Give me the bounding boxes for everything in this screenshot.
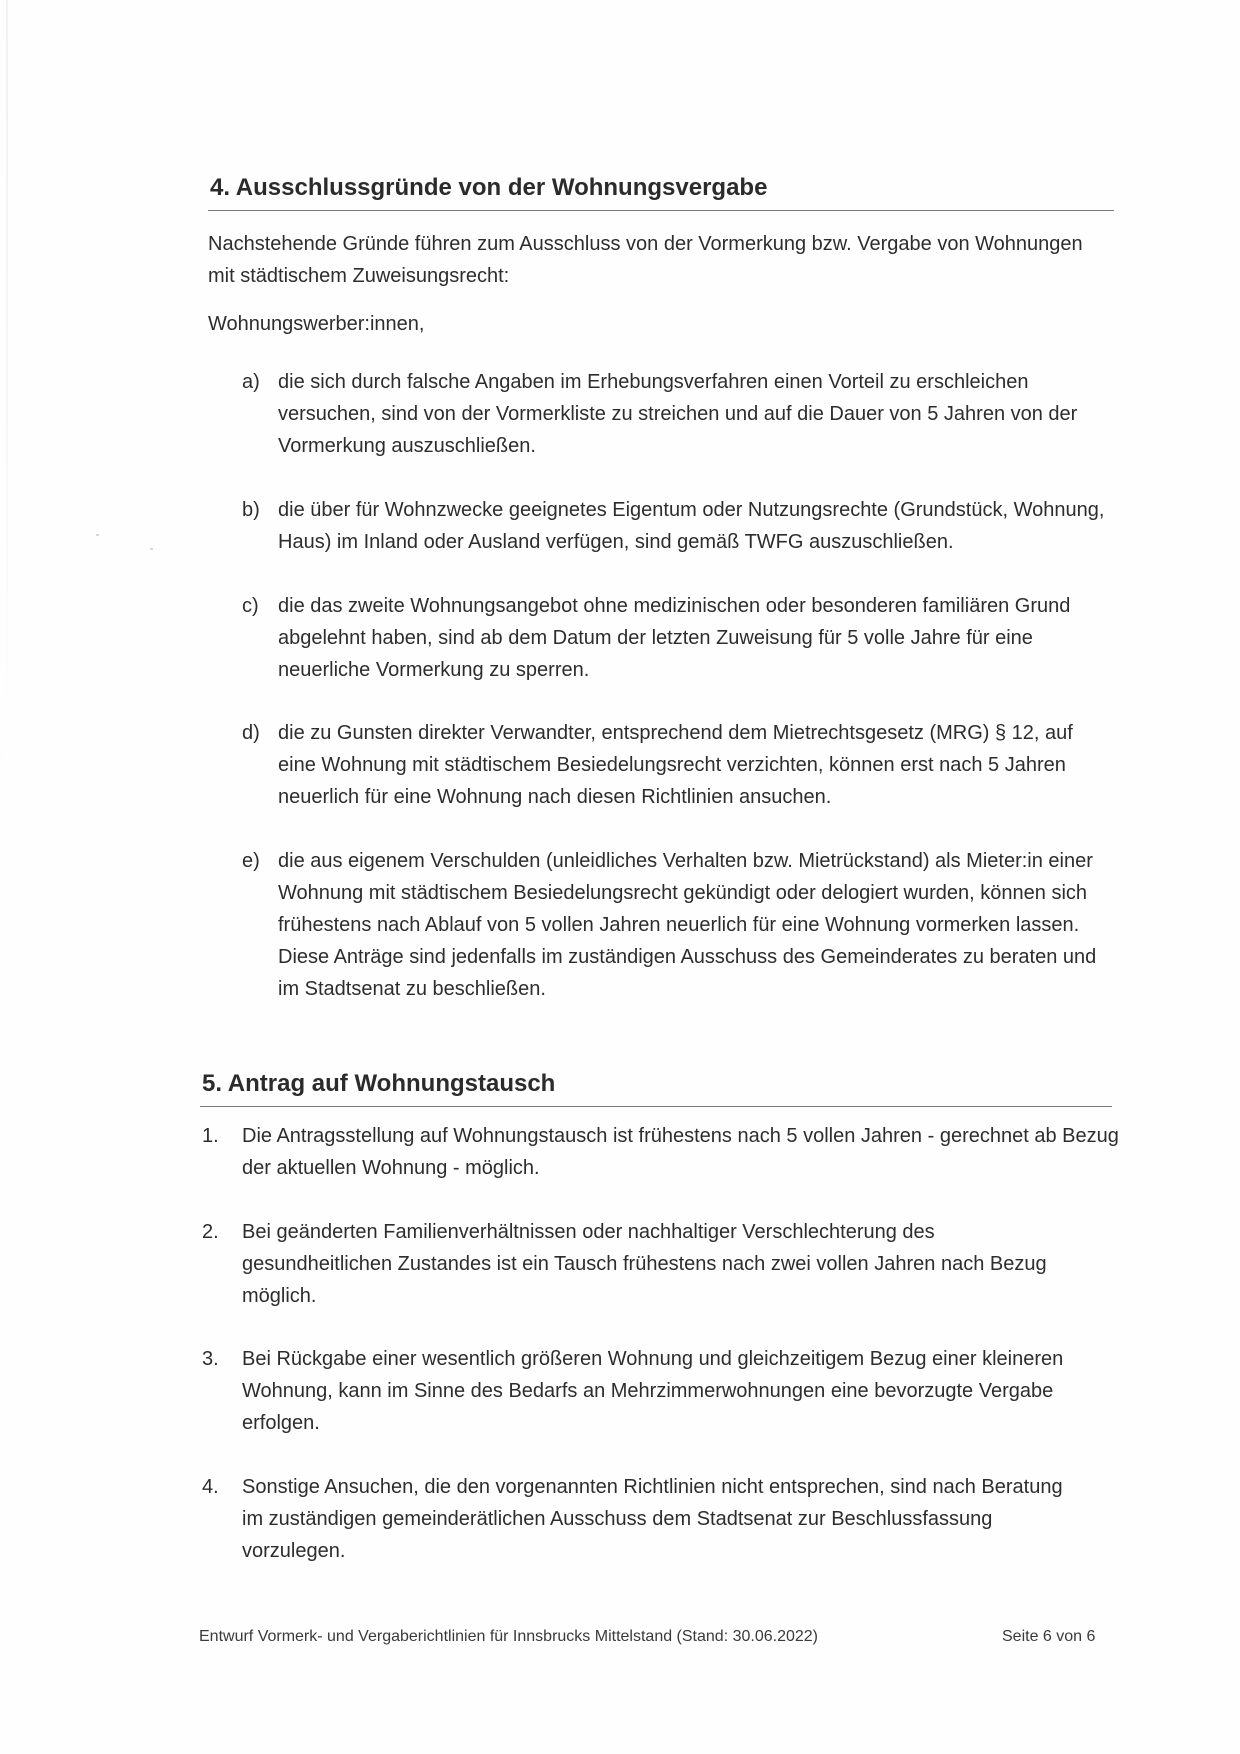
list-item-text: Die Antragsstellung auf Wohnungstausch ist frühestens nach 5 vollen Jahren - gerechnet ab Bezug der aktuellen Wohnung - möglich. bbox=[242, 1125, 1119, 1179]
section-5-title: 5. Antrag auf Wohnungstausch bbox=[202, 1070, 556, 1097]
list-item-text: die über für Wohnzwecke geeignetes Eigentum oder Nutzungsrechte (Grundstück, Wohnung, Haus) im Inland oder Ausland verfügen, sind gemäß TWFG auszuschließen. bbox=[278, 499, 1105, 553]
list-item-text: die sich durch falsche Angaben im Erhebungsverfahren einen Vorteil zu erschleichen versuchen, sind von der Vormerkliste zu streichen und auf die Dauer von 5 Jahren von der Vormerkung auszuschließen. bbox=[278, 371, 1078, 457]
list-item bbox=[202, 1343, 1122, 1443]
list-item bbox=[202, 1120, 1122, 1190]
footer-document-title: Entwurf Vormerk- und Vergaberichtlinien für Innsbrucks Mittelstand (Stand: 30.06.2022) bbox=[199, 1628, 818, 1645]
list-item-text: die das zweite Wohnungsangebot ohne medizinischen oder besonderen familiären Grund abgelehnt haben, sind ab dem Datum der letzten Zuweisung für 5 volle Jahre für eine neuerliche Vormerkung zu sperren. bbox=[278, 595, 1071, 681]
list-item-text: die aus eigenem Verschulden (unleidliches Verhalten bzw. Mietrückstand) als Mieter:in einer Wohnung mit städtischem Besiedelungsrecht gekündigt oder delogiert wurden, können sich frühestens nach Ablauf von 5 vollen Jahren neuerlich für eine Wohnung vormerken lassen. Diese Anträge sind jedenfalls im zuständigen Ausschuss des Gemeinderates zu beraten und im Stadtsenat zu beschließen. bbox=[278, 850, 1097, 1000]
list-marker: d) bbox=[242, 722, 260, 744]
scan-speck bbox=[96, 534, 99, 536]
section-4-title: 4. Ausschlussgründe von der Wohnungsvergabe bbox=[210, 174, 768, 201]
footer-page-number: Seite 6 von 6 bbox=[1002, 1628, 1096, 1645]
list-marker: 4. bbox=[202, 1476, 219, 1498]
list-item bbox=[242, 590, 1122, 690]
list-item bbox=[242, 366, 1122, 466]
section-4-intro: Nachstehende Gründe führen zum Ausschluss von der Vormerkung bzw. Vergabe von Wohnungen mit städtischem Zuweisungsrecht: bbox=[208, 233, 1083, 287]
section-4-rule bbox=[208, 210, 1114, 211]
list-marker: b) bbox=[242, 499, 260, 521]
list-item-text: die zu Gunsten direkter Verwandter, entsprechend dem Mietrechtsgesetz (MRG) § 12, auf eine Wohnung mit städtischem Besiedelungsrecht verzichten, können erst nach 5 Jahren neuerlich für eine Wohnung nach diesen Richtlinien ansuchen. bbox=[278, 722, 1073, 808]
list-item-text: Bei geänderten Familienverhältnissen oder nachhaltiger Verschlechterung des gesundheitlichen Zustandes ist ein Tausch frühestens nach zwei vollen Jahren nach Bezug möglich. bbox=[242, 1221, 1047, 1307]
list-item bbox=[202, 1216, 1122, 1316]
list-item bbox=[202, 1471, 1122, 1571]
list-marker: a) bbox=[242, 371, 260, 393]
section-5-rule bbox=[200, 1106, 1112, 1107]
list-marker: 1. bbox=[202, 1125, 219, 1147]
scan-edge-shadow bbox=[6, 0, 8, 760]
list-item-text: Bei Rückgabe einer wesentlich größeren Wohnung und gleichzeitigem Bezug einer kleineren Wohnung, kann im Sinne des Bedarfs an Mehrzimmerwohnungen eine bevorzugte Vergabe erfolgen. bbox=[242, 1348, 1064, 1434]
list-marker: e) bbox=[242, 850, 260, 872]
list-item bbox=[242, 845, 1122, 1015]
section-4-lead: Wohnungswerber:innen, bbox=[208, 313, 425, 335]
list-item bbox=[242, 494, 1122, 564]
list-marker: c) bbox=[242, 595, 259, 617]
list-item bbox=[242, 717, 1122, 817]
scan-speck bbox=[150, 548, 153, 550]
list-item-text: Sonstige Ansuchen, die den vorgenannten Richtlinien nicht entsprechen, sind nach Beratung im zuständigen gemeinderätlichen Ausschuss dem Stadtsenat zur Beschlussfassung vorzulegen. bbox=[242, 1476, 1063, 1562]
list-marker: 2. bbox=[202, 1221, 219, 1243]
list-marker: 3. bbox=[202, 1348, 219, 1370]
